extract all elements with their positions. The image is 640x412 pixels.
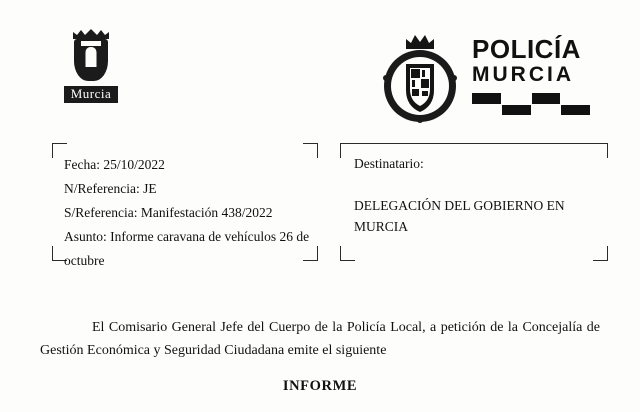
police-emblem-icon (376, 30, 464, 126)
recipient-top-rule (354, 143, 594, 144)
police-wordmark-group (472, 36, 596, 115)
field-asunto-value: Informe caravana de vehículos 26 de octubre (64, 229, 310, 268)
recipient-corner-bottom-right (593, 246, 608, 261)
field-sreferencia-label: S/Referencia: (64, 205, 138, 220)
crown-icon (71, 26, 111, 37)
field-fecha-value: 25/10/2022 (103, 157, 165, 172)
recipient-corner-top-left (340, 143, 355, 158)
recipient-label: Destinatario: (354, 156, 424, 171)
field-nreferencia-value: JE (143, 181, 157, 196)
document-header (0, 0, 640, 140)
recipient-value: DELEGACIÓN DEL GOBIERNO EN MURCIA (354, 198, 565, 234)
shield-icon (74, 39, 108, 81)
police-title: POLICÍA (472, 34, 581, 64)
body-paragraph: El Comisario General Jefe del Cuerpo de la Policía Local, a petición de la Concejalía de Gestión Económica y Seguridad Ciudadana emite el siguiente (40, 320, 600, 358)
murcia-city-logo (46, 26, 136, 114)
field-sreferencia-value: Manifestación 438/2022 (140, 205, 273, 220)
field-sreferencia (64, 201, 310, 225)
checkerboard-band-icon (472, 93, 590, 115)
reference-box (52, 143, 318, 268)
field-fecha-label: Fecha: (64, 157, 100, 172)
murcia-wordmark: Murcia (64, 86, 119, 103)
police-subtitle: MURCIA (472, 63, 574, 86)
body-paragraph-block (40, 316, 600, 362)
recipient-box (340, 143, 608, 261)
police-logo (376, 28, 596, 128)
field-asunto-label: Asunto: (64, 229, 107, 244)
recipient-corner-bottom-left (340, 246, 355, 261)
reference-fields (64, 153, 310, 273)
field-nreferencia-label: N/Referencia: (64, 181, 140, 196)
field-fecha (64, 153, 310, 177)
field-asunto (64, 225, 310, 273)
recipient-fields (354, 153, 598, 237)
document-heading: INFORME (282, 378, 358, 394)
field-nreferencia (64, 177, 310, 201)
